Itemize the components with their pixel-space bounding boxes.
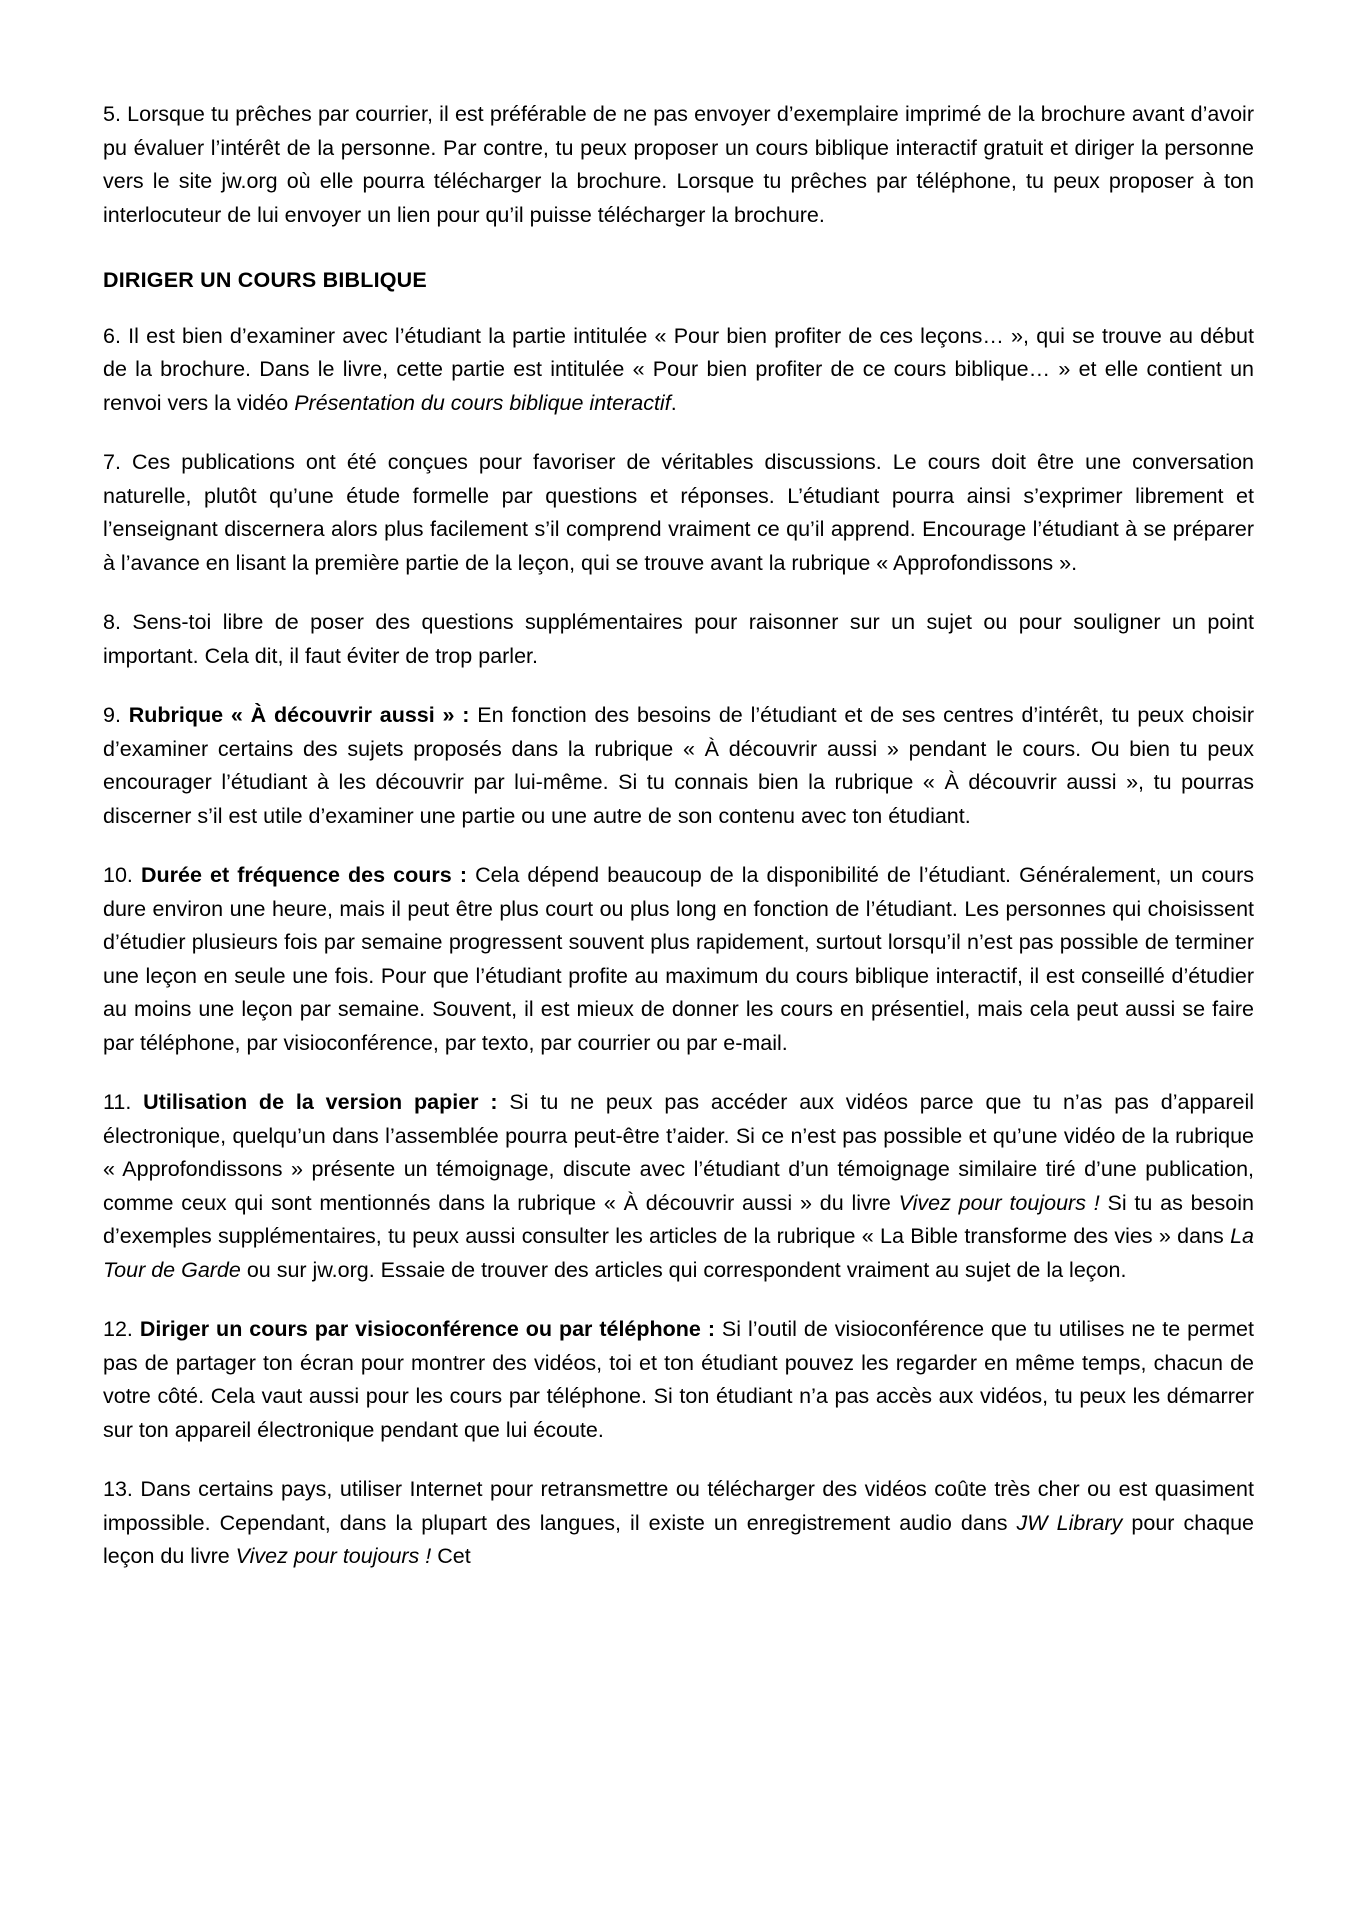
bold-run: Utilisation de la version papier :: [143, 1090, 498, 1114]
text-run: 12.: [103, 1317, 140, 1341]
paragraph: [103, 606, 1254, 673]
text-run: 13. Dans certains pays, utiliser Internet pour retransmettre ou télécharger des vidéos coûte très cher ou est quasiment impossible. Cependant, dans la plupart des langues, il existe un enregistrement audio dans: [103, 1477, 1254, 1535]
text-run: .: [670, 390, 677, 415]
text-run: Si l’outil de visioconférence que tu utilises ne te permet pas de partager ton écran pour montrer des vidéos, toi et ton étudiant pouvez les regarder en même temps, chacun de votre côté. Cela vaut aussi pour les cours par téléphone. Si ton étudiant n’a pas accès aux vidéos, tu peux les démarrer sur ton appareil électronique pendant que lui écoute.: [103, 1317, 1254, 1442]
text-run: Cela dépend beaucoup de la disponibilité de l’étudiant. Généralement, un cours dure environ une heure, mais il peut être plus court ou plus long en fonction de l’étudiant. Les personnes qui choisissent d’étudier plusieurs fois par semaine progressent souvent plus rapidement, surtout lorsqu’il n’est pas possible de terminer une leçon en seule une fois. Pour que l’étudiant profite au maximum du cours biblique interactif, il est conseillé d’étudier au moins une leçon par semaine. Souvent, il est mieux de donner les cours en présentiel, mais cela peut aussi se faire par téléphone, par visioconférence, par texto, par courrier ou par e-mail.: [103, 863, 1254, 1055]
text-run: En fonction des besoins de l’étudiant et de ses centres d’intérêt, tu peux choisir d’examiner certains des sujets proposés dans la rubrique « À découvrir aussi » pendant le cours. Ou bien tu peux encourager l’étudiant à les découvrir par lui-même. Si tu connais bien la rubrique « À découvrir aussi », tu pourras discerner s’il est utile d’examiner une partie ou une autre de son contenu avec ton étudiant.: [103, 703, 1254, 828]
text-run: Cet: [431, 1544, 471, 1568]
italic-run: Présentation du cours biblique interactif: [294, 390, 671, 415]
paragraph: [103, 446, 1254, 580]
text-run: 8. Sens-toi libre de poser des questions supplémentaires pour raisonner sur un sujet ou pour souligner un point important. Cela dit, il faut éviter de trop parler.: [103, 610, 1254, 668]
text-run: 11.: [103, 1090, 144, 1114]
text-run: 10.: [103, 863, 141, 887]
italic-run: Vivez pour toujours !: [898, 1190, 1100, 1215]
text-run: 9.: [103, 703, 129, 727]
paragraph: [103, 1473, 1254, 1574]
paragraph: [103, 859, 1254, 1060]
text-run: 5. Lorsque tu prêches par courrier, il est préférable de ne pas envoyer d’exemplaire imprimé de la brochure avant d’avoir pu évaluer l’intérêt de la personne. Par contre, tu peux proposer un cours biblique interactif gratuit et diriger la personne vers le site jw.org où elle pourra télécharger la brochure. Lorsque tu prêches par téléphone, tu peux proposer à ton interlocuteur de lui envoyer un lien pour qu’il puisse télécharger la brochure.: [103, 102, 1254, 227]
italic-run: Vivez pour toujours !: [235, 1544, 432, 1568]
text-run: Si tu as besoin d’exemples supplémentaires, tu peux aussi consulter les articles de la rubrique « La Bible transforme des vies » dans: [103, 1190, 1254, 1248]
paragraph: [103, 699, 1254, 833]
text-run: Si tu ne peux pas accéder aux vidéos parce que tu n’as pas d’appareil électronique, quelqu’un dans l’assemblée pourra peut-être t’aider. Si ce n’est pas possible et qu’une vidéo de la rubrique « Approfondissons » présente un témoignage, discute avec l’étudiant d’un témoignage similaire tiré d’une publication, comme ceux qui sont mentionnés dans la rubrique « À découvrir aussi » du livre: [103, 1090, 1255, 1215]
bold-run: Rubrique « À découvrir aussi » :: [128, 703, 470, 727]
paragraph: [103, 1086, 1254, 1287]
italic-run: La Tour de Garde: [103, 1224, 1254, 1282]
text-run: 6. Il est bien d’examiner avec l’étudiant la partie intitulée « Pour bien profiter de ces leçons… », qui se trouve au début de la brochure. Dans le livre, cette partie est intitulée « Pour bien profiter de ce cours biblique… » et elle contient un renvoi vers la vidéo: [103, 323, 1254, 415]
bold-run: DIRIGER UN COURS BIBLIQUE: [103, 268, 427, 292]
paragraph: [103, 320, 1254, 421]
text-run: 7. Ces publications ont été conçues pour favoriser de véritables discussions. Le cours doit être une conversation naturelle, plutôt qu’une étude formelle par questions et réponses. L’étudiant pourra ainsi s’exprimer librement et l’enseignant discernera alors plus facilement s’il comprend vraiment ce qu’il apprend. Encourage l’étudiant à se préparer à l’avance en lisant la première partie de la leçon, qui se trouve avant la rubrique « Approfondissons ».: [103, 450, 1254, 575]
paragraph: [103, 1313, 1254, 1447]
text-run: pour chaque leçon du livre: [103, 1510, 1255, 1568]
document-body: [103, 98, 1254, 1574]
italic-run: JW Library: [1016, 1510, 1123, 1535]
bold-run: Diriger un cours par visioconférence ou par téléphone :: [139, 1317, 715, 1341]
paragraph: [103, 98, 1254, 232]
text-run: ou sur jw.org. Essaie de trouver des articles qui correspondent vraiment au sujet de la leçon.: [240, 1257, 1127, 1282]
section-heading: [103, 264, 1254, 298]
bold-run: Durée et fréquence des cours :: [140, 863, 467, 887]
